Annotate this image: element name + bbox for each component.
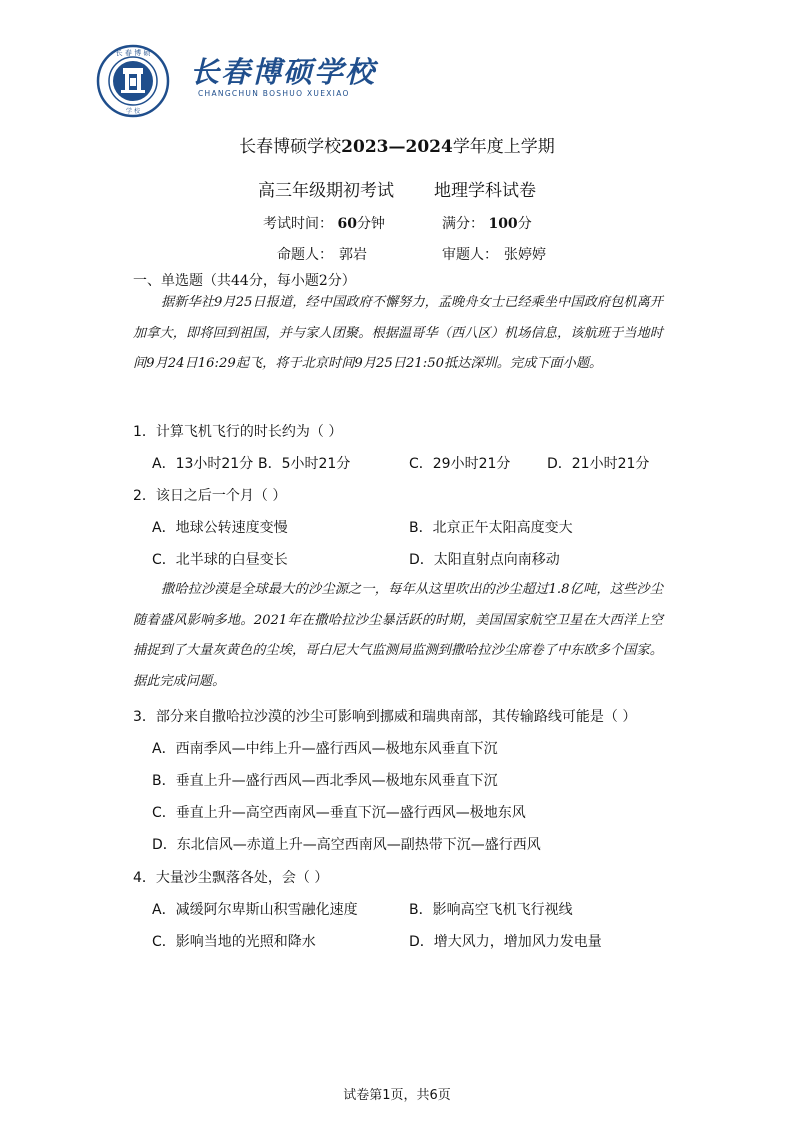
svg-text:学 校: 学 校 <box>126 108 140 115</box>
title-prefix: 长春博硕学校 <box>239 137 342 157</box>
svg-text:长 春 博 硕: 长 春 博 硕 <box>115 49 151 57</box>
section-heading: 一、单选题（共44分，每小题2分） <box>133 273 356 289</box>
q3-option-b: B．垂直上升—盛行西风—西北季风—极地东风垂直下沉 <box>152 773 498 789</box>
q2-option-c: C．北半球的白昼变长 <box>152 552 288 568</box>
question-3-stem: 3．部分来自撒哈拉沙漠的沙尘可影响到挪威和瑞典南部，其传输路线可能是（ ） <box>133 709 637 725</box>
passage-1: 据新华社9月25日报道，经中国政府不懈努力，孟晚舟女士已经乘坐中国政府包机离开加拿大，即将回到祖国，并与家人团聚。根据温哥华（西八区）机场信息，该航班于当地时间9月24日16:29起飞，将于北京时间9月25日21:50抵达深圳。完成下面小题。 <box>133 295 663 371</box>
exam-reviewer: 审题人： 张婷婷 <box>442 247 546 263</box>
score-value: 100 <box>488 216 518 232</box>
q4-option-c: C．影响当地的光照和降水 <box>152 934 316 950</box>
school-name-cn: 长春博硕学校 <box>190 55 377 89</box>
q4-option-b: B．影响高空飞机飞行视线 <box>409 902 573 918</box>
q2-option-d: D．太阳直射点向南移动 <box>409 552 560 568</box>
q1-option-b: B．5小时21分 <box>258 456 351 472</box>
school-name-en: CHANGCHUN BOSHUO XUEXIAO <box>198 89 350 98</box>
page-footer: 试卷第1页，共6页 <box>343 1088 451 1103</box>
q1-option-a: A．13小时21分 <box>152 456 254 472</box>
q4-option-a: A．减缓阿尔卑斯山积雪融化速度 <box>152 902 358 918</box>
q4-option-d: D．增大风力，增加风力发电量 <box>409 934 602 950</box>
title-suffix: 学年度上学期 <box>452 137 555 157</box>
question-2-stem: 2．该日之后一个月（ ） <box>133 488 287 504</box>
exam-full-score: 满分： 100分 <box>442 216 532 232</box>
q3-option-a: A．西南季风—中纬上升—盛行西风—极地东风垂直下沉 <box>152 741 498 757</box>
q2-option-a: A．地球公转速度变慢 <box>152 520 288 536</box>
question-1-stem: 1．计算飞机飞行的时长约为（ ） <box>133 424 343 440</box>
exam-time: 考试时间： 60分钟 <box>263 216 385 232</box>
passage-2: 撒哈拉沙漠是全球最大的沙尘源之一，每年从这里吹出的沙尘超过1.8亿吨，这些沙尘随着盛风影响多地。2021年在撒哈拉沙尘暴活跃的时期，美国国家航空卫星在大西洋上空捕捉到了大量灰黄色的尘埃，哥白尼大气监测局监测到撒哈拉沙尘席卷了中东欧多个国家。据此完成问题。 <box>133 582 663 689</box>
q3-option-d: D．东北信风—赤道上升—高空西南风—副热带下沉—盛行西风 <box>152 837 541 853</box>
exam-subtitle <box>0 176 794 201</box>
subtitle-grade: 高三年级期初考试 <box>258 181 394 201</box>
question-4-stem: 4．大量沙尘飘落各处，会（ ） <box>133 870 329 886</box>
q1-option-d: D．21小时21分 <box>547 456 650 472</box>
subtitle-subject: 地理学科试卷 <box>434 181 536 201</box>
seal-icon <box>96 44 170 118</box>
exam-author: 命题人： 郭岩 <box>277 247 367 263</box>
title-years: 2023—2024 <box>341 137 453 157</box>
q1-option-c: C．29小时21分 <box>409 456 511 472</box>
time-value: 60 <box>337 216 357 232</box>
q2-option-b: B．北京正午太阳高度变大 <box>409 520 573 536</box>
exam-title <box>0 132 794 157</box>
school-logo-seal <box>96 44 170 118</box>
q3-option-c: C．垂直上升—高空西南风—垂直下沉—盛行西风—极地东风 <box>152 805 526 821</box>
